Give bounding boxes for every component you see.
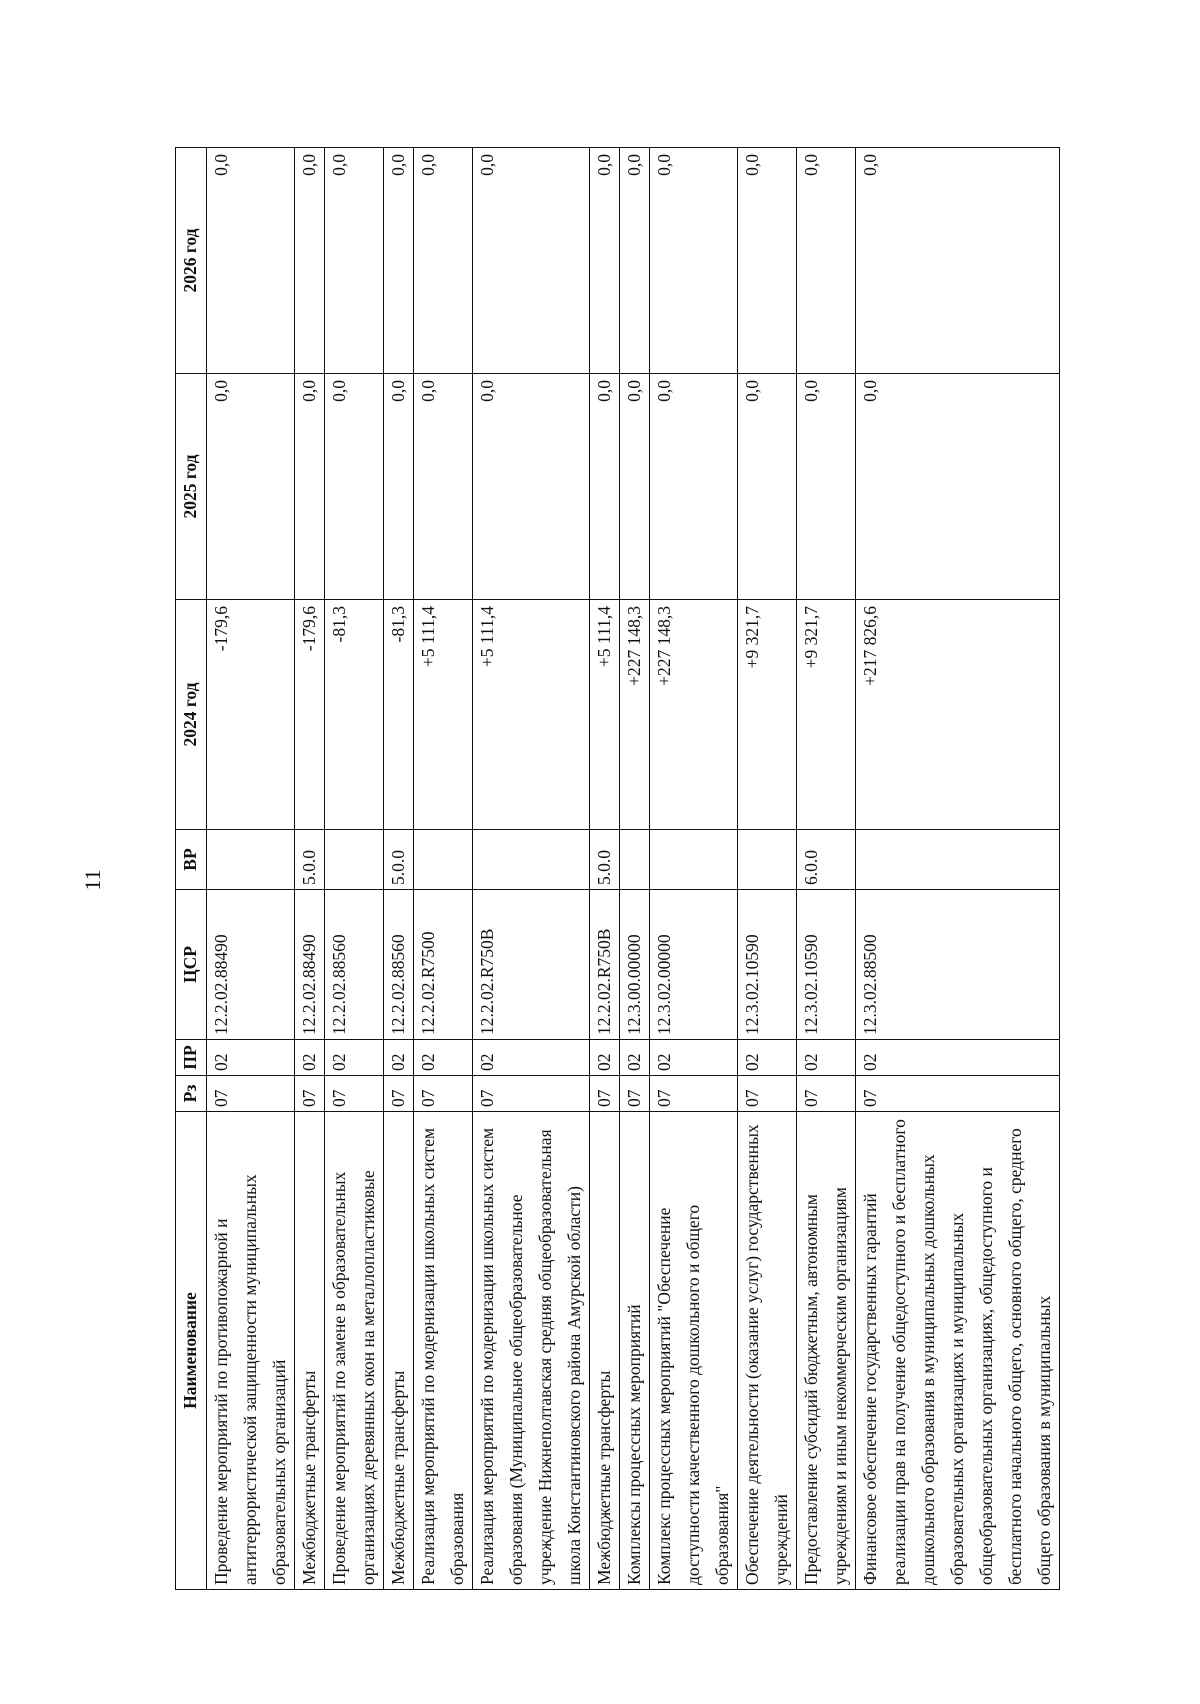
table-row: [207, 148, 295, 1590]
cell-2024: -81,3: [325, 600, 384, 830]
cell-2025: 0,0: [590, 374, 620, 600]
cell-2025: 0,0: [856, 374, 1060, 600]
cell-vr: [856, 830, 1060, 890]
cell-2025: 0,0: [207, 374, 295, 600]
cell-2025: 0,0: [414, 374, 473, 600]
header-2025: 2025 год: [176, 374, 207, 600]
cell-2025: 0,0: [473, 374, 590, 600]
cell-name: Комплекс процессных мероприятий "Обеспечение доступности качественного дошкольного и общего образования": [650, 1112, 738, 1590]
cell-csr: 12.3.00.00000: [620, 890, 650, 1040]
cell-rz: 07: [650, 1076, 738, 1112]
cell-vr: [738, 830, 797, 890]
cell-2024: +5 111,4: [414, 600, 473, 830]
cell-vr: [414, 830, 473, 890]
cell-2026: 0,0: [473, 148, 590, 374]
table-row: [856, 148, 1060, 1590]
cell-2026: 0,0: [384, 148, 414, 374]
cell-csr: 12.3.02.10590: [797, 890, 856, 1040]
cell-2024: +227 148,3: [620, 600, 650, 830]
cell-pr: 02: [473, 1040, 590, 1076]
cell-csr: 12.3.02.10590: [738, 890, 797, 1040]
table-row: [738, 148, 797, 1590]
cell-rz: 07: [325, 1076, 384, 1112]
cell-pr: 02: [384, 1040, 414, 1076]
cell-2024: +9 321,7: [738, 600, 797, 830]
cell-csr: 12.3.02.00000: [650, 890, 738, 1040]
table-row: [797, 148, 856, 1590]
cell-name: Обеспечение деятельности (оказание услуг) государственных учреждений: [738, 1112, 797, 1590]
header-2026: 2026 год: [176, 148, 207, 374]
cell-2024: +5 111,4: [590, 600, 620, 830]
cell-vr: [325, 830, 384, 890]
table-row: [384, 148, 414, 1590]
cell-pr: 02: [207, 1040, 295, 1076]
cell-pr: 02: [797, 1040, 856, 1076]
cell-2024: +217 826,6: [856, 600, 1060, 830]
cell-rz: 07: [295, 1076, 325, 1112]
cell-pr: 02: [620, 1040, 650, 1076]
cell-name: Межбюджетные трансферты: [295, 1112, 325, 1590]
cell-vr: [650, 830, 738, 890]
cell-pr: 02: [295, 1040, 325, 1076]
cell-vr: 5.0.0: [384, 830, 414, 890]
cell-2026: 0,0: [325, 148, 384, 374]
cell-pr: 02: [325, 1040, 384, 1076]
table-row: [473, 148, 590, 1590]
table-row: [650, 148, 738, 1590]
header-2024: 2024 год: [176, 600, 207, 830]
cell-2025: 0,0: [620, 374, 650, 600]
cell-2026: 0,0: [620, 148, 650, 374]
table-row: [295, 148, 325, 1590]
cell-vr: 5.0.0: [295, 830, 325, 890]
header-csr: ЦСР: [176, 890, 207, 1040]
cell-2026: 0,0: [738, 148, 797, 374]
header-vr: ВР: [176, 830, 207, 890]
cell-2025: 0,0: [384, 374, 414, 600]
cell-rz: 07: [620, 1076, 650, 1112]
cell-name: Финансовое обеспечение государственных гарантий реализации прав на получение общедоступного и бесплатного дошкольного образования в муниципальных дошкольных образовательных организациях и муниципальных общеобразовательных организациях, общедоступного и бесплатного начального общего, основного общего, среднего общего образования в муниципальных: [856, 1112, 1060, 1590]
budget-table-wrapper: [175, 148, 1100, 1590]
cell-rz: 07: [856, 1076, 1060, 1112]
header-rz: Рз: [176, 1076, 207, 1112]
cell-pr: 02: [650, 1040, 738, 1076]
cell-2026: 0,0: [856, 148, 1060, 374]
cell-2025: 0,0: [325, 374, 384, 600]
cell-csr: 12.2.02.88560: [384, 890, 414, 1040]
cell-rz: 07: [207, 1076, 295, 1112]
cell-name: Реализация мероприятий по модернизации школьных систем образования (Муниципальное общеобразовательное учреждение Нижнеполтавская средняя общеобразовательная школа Константиновского района Амурской области): [473, 1112, 590, 1590]
cell-2025: 0,0: [797, 374, 856, 600]
table-row: [590, 148, 620, 1590]
table-row: [620, 148, 650, 1590]
cell-rz: 07: [797, 1076, 856, 1112]
cell-2026: 0,0: [295, 148, 325, 374]
cell-csr: 12.2.02.R750B: [590, 890, 620, 1040]
cell-csr: 12.3.02.88500: [856, 890, 1060, 1040]
cell-pr: 02: [414, 1040, 473, 1076]
cell-2026: 0,0: [590, 148, 620, 374]
cell-2025: 0,0: [650, 374, 738, 600]
cell-name: Реализация мероприятий по модернизации школьных систем образования: [414, 1112, 473, 1590]
header-pr: ПР: [176, 1040, 207, 1076]
budget-table: [175, 147, 1060, 1590]
table-header: [176, 148, 207, 1590]
cell-name: Проведение мероприятий по замене в образовательных организациях деревянных окон на металлопластиковые: [325, 1112, 384, 1590]
cell-csr: 12.2.02.R7500: [414, 890, 473, 1040]
cell-2026: 0,0: [414, 148, 473, 374]
cell-rz: 07: [384, 1076, 414, 1112]
cell-rz: 07: [473, 1076, 590, 1112]
page-number: 11: [80, 869, 105, 891]
cell-2024: +9 321,7: [797, 600, 856, 830]
cell-2025: 0,0: [295, 374, 325, 600]
cell-csr: 12.2.02.R750B: [473, 890, 590, 1040]
cell-vr: 6.0.0: [797, 830, 856, 890]
cell-vr: [207, 830, 295, 890]
table-row: [325, 148, 384, 1590]
cell-rz: 07: [590, 1076, 620, 1112]
cell-vr: [620, 830, 650, 890]
cell-name: Предоставление субсидий бюджетным, автономным учреждениям и иным некоммерческим организациям: [797, 1112, 856, 1590]
table-row: [414, 148, 473, 1590]
cell-2026: 0,0: [650, 148, 738, 374]
cell-vr: [473, 830, 590, 890]
cell-csr: 12.2.02.88560: [325, 890, 384, 1040]
cell-rz: 07: [414, 1076, 473, 1112]
header-name: Наименование: [176, 1112, 207, 1590]
cell-name: Проведение мероприятий по противопожарной и антитеррористической защищенности муниципальных образовательных организаций: [207, 1112, 295, 1590]
table-body: [207, 148, 1060, 1590]
cell-2024: -81,3: [384, 600, 414, 830]
cell-name: Межбюджетные трансферты: [384, 1112, 414, 1590]
cell-pr: 02: [738, 1040, 797, 1076]
cell-pr: 02: [856, 1040, 1060, 1076]
cell-2024: +5 111,4: [473, 600, 590, 830]
cell-2025: 0,0: [738, 374, 797, 600]
cell-vr: 5.0.0: [590, 830, 620, 890]
cell-rz: 07: [738, 1076, 797, 1112]
cell-2024: -179,6: [207, 600, 295, 830]
cell-2024: +227 148,3: [650, 600, 738, 830]
cell-2026: 0,0: [797, 148, 856, 374]
cell-csr: 12.2.02.88490: [207, 890, 295, 1040]
cell-2026: 0,0: [207, 148, 295, 374]
cell-name: Комплексы процессных мероприятий: [620, 1112, 650, 1590]
cell-2024: -179,6: [295, 600, 325, 830]
cell-pr: 02: [590, 1040, 620, 1076]
cell-name: Межбюджетные трансферты: [590, 1112, 620, 1590]
cell-csr: 12.2.02.88490: [295, 890, 325, 1040]
